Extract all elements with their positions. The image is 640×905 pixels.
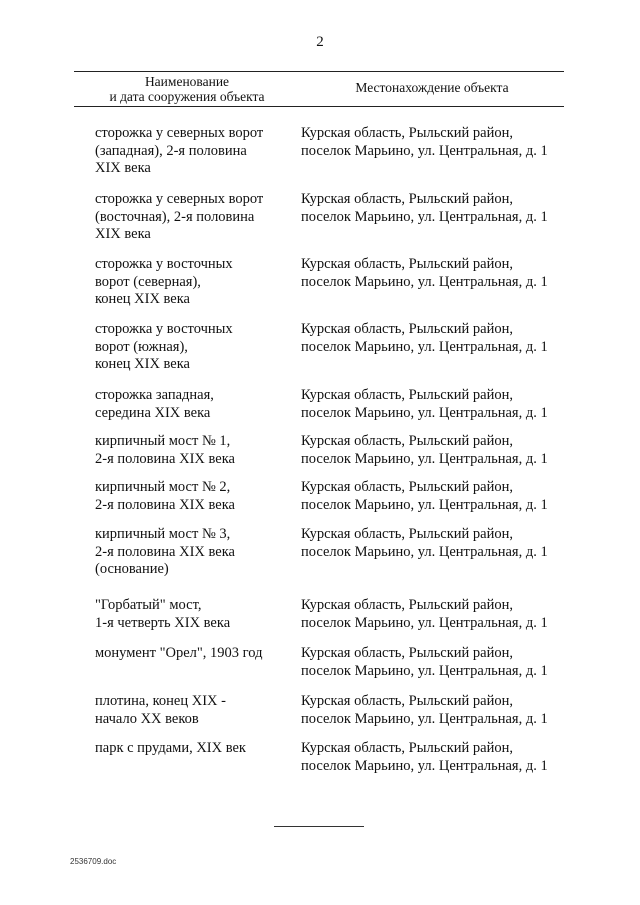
object-location-cell xyxy=(301,597,548,632)
object-location-cell xyxy=(301,191,548,226)
object-name-line: XIX века xyxy=(95,160,151,176)
object-name-line: 1-я четверть XIX века xyxy=(95,614,231,631)
object-name-line: начало XX веков xyxy=(95,710,199,727)
document-id: 2536709.doc xyxy=(70,857,117,866)
object-location-line: поселок Марьино, ул. Центральная, д. 1 xyxy=(301,710,548,727)
object-location-line: поселок Марьино, ул. Центральная, д. 1 xyxy=(301,757,548,774)
object-name-line: ворот (южная), xyxy=(95,338,188,355)
object-location-line: поселок Марьино, ул. Центральная, д. 1 xyxy=(301,450,548,467)
object-location-line: поселок Марьино, ул. Центральная, д. 1 xyxy=(301,614,548,631)
page-number: 2 xyxy=(316,34,324,50)
object-name-line: плотина, конец XIX - xyxy=(95,693,226,709)
object-location-cell xyxy=(301,526,548,561)
object-name-line: (восточная), 2-я половина xyxy=(95,208,255,225)
object-name-cell xyxy=(95,321,233,374)
object-name-cell xyxy=(95,125,263,178)
object-name-line: парк с прудами, XIX век xyxy=(95,740,246,756)
object-name-line: конец XIX века xyxy=(95,291,190,307)
object-name-line: 2-я половина XIX века xyxy=(95,496,235,513)
object-name-line: середина XIX века xyxy=(95,404,211,421)
object-location-line: Курская область, Рыльский район, xyxy=(301,645,514,661)
object-name-line: "Горбатый" мост, xyxy=(95,597,202,613)
object-name-line: 2-я половина XIX века xyxy=(95,450,235,467)
header-name-line: Наименование xyxy=(144,74,230,89)
object-location-cell xyxy=(301,479,548,514)
object-location-line: поселок Марьино, ул. Центральная, д. 1 xyxy=(301,496,548,513)
object-name-line: конец XIX века xyxy=(95,356,190,372)
object-location-cell xyxy=(301,387,548,422)
object-name-line: (западная), 2-я половина xyxy=(95,142,247,159)
object-location-line: Курская область, Рыльский район, xyxy=(301,693,514,709)
object-name-cell xyxy=(95,433,235,468)
object-name-cell xyxy=(95,645,262,663)
object-location-cell xyxy=(301,256,548,291)
object-name-line: сторожка у северных ворот xyxy=(95,191,264,207)
object-name-line: (основание) xyxy=(95,561,169,577)
object-location-line: Курская область, Рыльский район, xyxy=(301,740,514,756)
header-name-line: и дата сооружения объекта xyxy=(109,89,265,104)
object-location-line: Курская область, Рыльский район, xyxy=(301,597,514,613)
object-location-line: Курская область, Рыльский район, xyxy=(301,479,514,495)
object-name-line: 2-я половина XIX века xyxy=(95,543,235,560)
footer-divider xyxy=(274,826,364,827)
object-name-cell xyxy=(95,191,263,244)
object-location-line: поселок Марьино, ул. Центральная, д. 1 xyxy=(301,208,548,225)
object-name-line: ворот (северная), xyxy=(95,273,201,290)
object-name-line: XIX века xyxy=(95,226,151,242)
object-name-cell xyxy=(95,740,246,758)
object-name-cell xyxy=(95,526,235,579)
object-name-line: сторожка у северных ворот xyxy=(95,125,264,141)
object-name-line: кирпичный мост № 3, xyxy=(95,526,231,542)
object-name-line: кирпичный мост № 1, xyxy=(95,433,231,449)
object-name-line: монумент "Орел", 1903 год xyxy=(95,645,263,661)
object-location-line: поселок Марьино, ул. Центральная, д. 1 xyxy=(301,142,548,159)
object-location-cell xyxy=(301,125,548,160)
object-location-line: Курская область, Рыльский район, xyxy=(301,526,514,542)
object-location-line: Курская область, Рыльский район, xyxy=(301,256,514,272)
object-location-cell xyxy=(301,693,548,728)
object-name-cell xyxy=(95,693,226,728)
object-name-line: сторожка у восточных xyxy=(95,256,233,272)
object-name-line: кирпичный мост № 2, xyxy=(95,479,231,495)
object-location-line: поселок Марьино, ул. Центральная, д. 1 xyxy=(301,338,548,355)
header-location-column: Местонахождение объекта xyxy=(355,80,509,95)
object-name-cell xyxy=(95,597,230,632)
object-location-cell xyxy=(301,740,548,775)
object-name-cell xyxy=(95,256,233,309)
object-location-line: поселок Марьино, ул. Центральная, д. 1 xyxy=(301,273,548,290)
object-name-line: сторожка западная, xyxy=(95,387,214,403)
object-location-cell xyxy=(301,321,548,356)
object-location-line: Курская область, Рыльский район, xyxy=(301,387,514,403)
object-name-cell xyxy=(95,387,214,422)
object-name-line: сторожка у восточных xyxy=(95,321,233,337)
object-location-line: Курская область, Рыльский район, xyxy=(301,433,514,449)
object-name-cell xyxy=(95,479,235,514)
object-location-line: поселок Марьино, ул. Центральная, д. 1 xyxy=(301,662,548,679)
object-location-line: Курская область, Рыльский район, xyxy=(301,191,514,207)
object-location-line: поселок Марьино, ул. Центральная, д. 1 xyxy=(301,543,548,560)
object-location-cell xyxy=(301,433,548,468)
object-location-line: поселок Марьино, ул. Центральная, д. 1 xyxy=(301,404,548,421)
object-location-cell xyxy=(301,645,548,680)
object-location-line: Курская область, Рыльский район, xyxy=(301,125,514,141)
object-location-line: Курская область, Рыльский район, xyxy=(301,321,514,337)
